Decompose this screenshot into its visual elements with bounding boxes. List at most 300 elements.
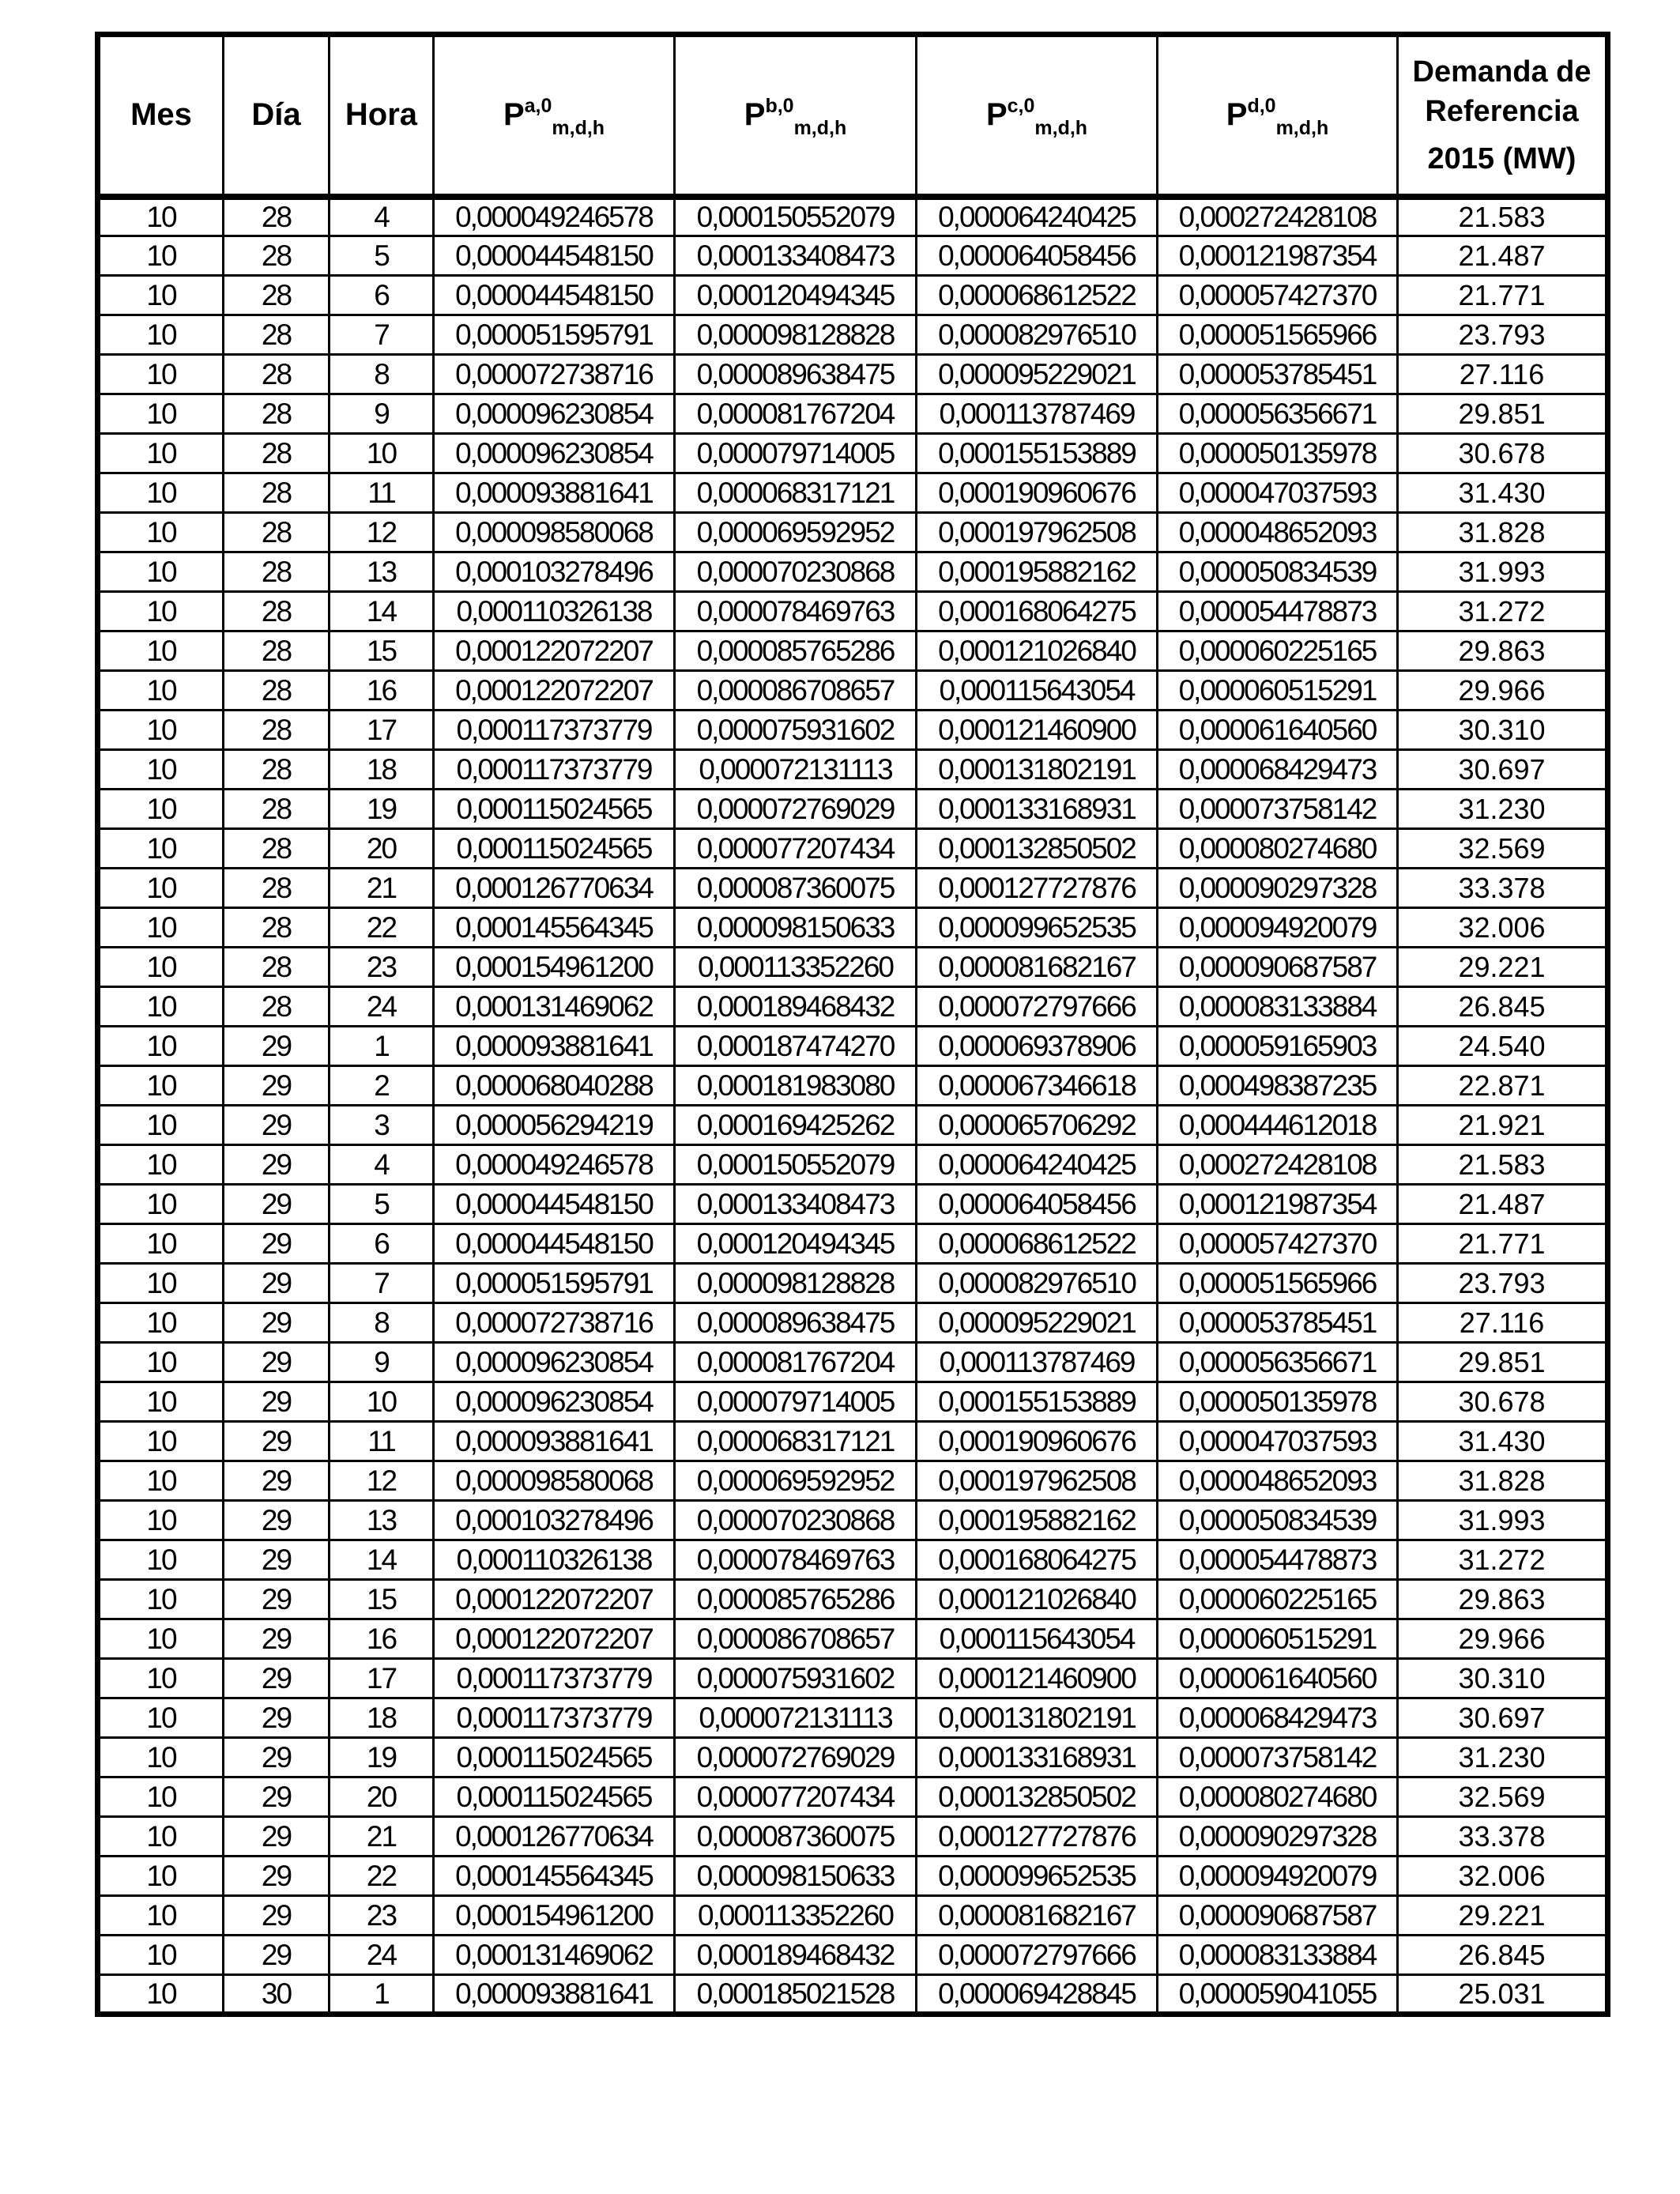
table-row <box>98 1975 1608 2015</box>
cell-mes: 10 <box>98 750 224 790</box>
cell-demanda: 30.310 <box>1398 711 1608 750</box>
cell-p-c: 0,000082976510 <box>917 315 1158 355</box>
table-row <box>98 1936 1608 1975</box>
table-row <box>98 236 1608 276</box>
cell-mes: 10 <box>98 1264 224 1303</box>
cell-p-d: 0,000051565966 <box>1158 1264 1398 1303</box>
cell-p-b: 0,000078469763 <box>675 1540 917 1580</box>
cell-dia: 29 <box>224 1738 330 1777</box>
cell-p-b: 0,000098150633 <box>675 908 917 948</box>
cell-demanda: 30.678 <box>1398 434 1608 473</box>
cell-dia: 29 <box>224 1777 330 1817</box>
table-row <box>98 631 1608 671</box>
cell-mes: 10 <box>98 473 224 513</box>
table-row <box>98 1777 1608 1817</box>
cell-p-a: 0,000098580068 <box>434 513 675 552</box>
cell-mes: 10 <box>98 1619 224 1659</box>
cell-mes: 10 <box>98 1777 224 1817</box>
cell-hora: 19 <box>330 1738 434 1777</box>
cell-p-d: 0,000061640560 <box>1158 1659 1398 1698</box>
table-row <box>98 1619 1608 1659</box>
cell-p-d: 0,000047037593 <box>1158 473 1398 513</box>
demanda-header-line-1: Demanda de <box>1412 55 1591 89</box>
cell-p-b: 0,000069592952 <box>675 1461 917 1501</box>
cell-p-b: 0,000120494345 <box>675 1224 917 1264</box>
table-row <box>98 1698 1608 1738</box>
cell-hora: 6 <box>330 276 434 315</box>
cell-p-a: 0,000103278496 <box>434 1501 675 1540</box>
cell-hora: 11 <box>330 1422 434 1461</box>
cell-p-b: 0,000189468432 <box>675 1936 917 1975</box>
cell-p-b: 0,000070230868 <box>675 552 917 592</box>
cell-p-d: 0,000090297328 <box>1158 869 1398 908</box>
cell-dia: 29 <box>224 1145 330 1185</box>
cell-hora: 18 <box>330 1698 434 1738</box>
col-header-p-b <box>675 35 917 197</box>
cell-p-b: 0,000098150633 <box>675 1857 917 1896</box>
cell-dia: 28 <box>224 790 330 829</box>
cell-demanda: 29.221 <box>1398 1896 1608 1936</box>
cell-mes: 10 <box>98 197 224 236</box>
cell-dia: 28 <box>224 829 330 869</box>
cell-p-c: 0,000068612522 <box>917 276 1158 315</box>
cell-dia: 28 <box>224 869 330 908</box>
cell-p-a: 0,000110326138 <box>434 1540 675 1580</box>
cell-mes: 10 <box>98 711 224 750</box>
table-row <box>98 1185 1608 1224</box>
cell-p-b: 0,000077207434 <box>675 829 917 869</box>
cell-demanda: 32.006 <box>1398 908 1608 948</box>
p-c-superscript: c,0 <box>1007 95 1035 118</box>
cell-p-d: 0,000090687587 <box>1158 1896 1398 1936</box>
table-row <box>98 513 1608 552</box>
cell-p-c: 0,000064240425 <box>917 1145 1158 1185</box>
cell-demanda: 21.583 <box>1398 197 1608 236</box>
cell-hora: 15 <box>330 1580 434 1619</box>
cell-p-c: 0,000069428845 <box>917 1975 1158 2015</box>
cell-demanda: 21.771 <box>1398 276 1608 315</box>
cell-p-c: 0,000132850502 <box>917 1777 1158 1817</box>
cell-hora: 14 <box>330 1540 434 1580</box>
table-row <box>98 1659 1608 1698</box>
cell-p-b: 0,000072131113 <box>675 750 917 790</box>
cell-p-a: 0,000115024565 <box>434 1738 675 1777</box>
cell-p-d: 0,000090687587 <box>1158 948 1398 987</box>
cell-hora: 23 <box>330 948 434 987</box>
cell-p-d: 0,000121987354 <box>1158 1185 1398 1224</box>
cell-dia: 28 <box>224 592 330 631</box>
cell-dia: 29 <box>224 1619 330 1659</box>
cell-p-c: 0,000132850502 <box>917 829 1158 869</box>
cell-p-d: 0,000094920079 <box>1158 1857 1398 1896</box>
cell-p-d: 0,000056356671 <box>1158 394 1398 434</box>
cell-p-d: 0,000080274680 <box>1158 1777 1398 1817</box>
cell-hora: 8 <box>330 1303 434 1343</box>
cell-demanda: 31.430 <box>1398 1422 1608 1461</box>
cell-p-a: 0,000093881641 <box>434 1027 675 1066</box>
cell-p-a: 0,000145564345 <box>434 1857 675 1896</box>
cell-p-c: 0,000190960676 <box>917 1422 1158 1461</box>
cell-demanda: 29.863 <box>1398 631 1608 671</box>
cell-demanda: 31.272 <box>1398 592 1608 631</box>
cell-demanda: 21.487 <box>1398 236 1608 276</box>
cell-dia: 28 <box>224 631 330 671</box>
cell-mes: 10 <box>98 434 224 473</box>
cell-demanda: 29.966 <box>1398 671 1608 711</box>
table-row <box>98 1343 1608 1382</box>
cell-demanda: 23.793 <box>1398 315 1608 355</box>
cell-p-a: 0,000068040288 <box>434 1066 675 1106</box>
p-a-symbol: P <box>503 97 525 133</box>
cell-p-b: 0,000187474270 <box>675 1027 917 1066</box>
cell-hora: 1 <box>330 1027 434 1066</box>
table-row <box>98 829 1608 869</box>
table-row <box>98 1264 1608 1303</box>
p-d-symbol: P <box>1226 97 1248 133</box>
cell-p-d: 0,000060225165 <box>1158 631 1398 671</box>
cell-dia: 28 <box>224 671 330 711</box>
cell-p-c: 0,000068612522 <box>917 1224 1158 1264</box>
table-row <box>98 394 1608 434</box>
cell-demanda: 30.678 <box>1398 1382 1608 1422</box>
cell-demanda: 21.771 <box>1398 1224 1608 1264</box>
cell-p-a: 0,000051595791 <box>434 315 675 355</box>
cell-demanda: 31.272 <box>1398 1540 1608 1580</box>
cell-hora: 5 <box>330 1185 434 1224</box>
cell-dia: 29 <box>224 1106 330 1145</box>
cell-demanda: 32.006 <box>1398 1857 1608 1896</box>
cell-p-d: 0,000272428108 <box>1158 1145 1398 1185</box>
cell-hora: 16 <box>330 671 434 711</box>
cell-hora: 14 <box>330 592 434 631</box>
cell-p-c: 0,000081682167 <box>917 1896 1158 1936</box>
cell-dia: 28 <box>224 394 330 434</box>
cell-p-b: 0,000189468432 <box>675 987 917 1027</box>
cell-p-d: 0,000068429473 <box>1158 750 1398 790</box>
cell-dia: 29 <box>224 1224 330 1264</box>
table-row <box>98 987 1608 1027</box>
p-b-superscript: b,0 <box>765 95 794 118</box>
cell-p-a: 0,000049246578 <box>434 197 675 236</box>
cell-p-c: 0,000115643054 <box>917 1619 1158 1659</box>
cell-demanda: 29.863 <box>1398 1580 1608 1619</box>
cell-p-d: 0,000057427370 <box>1158 276 1398 315</box>
cell-demanda: 22.871 <box>1398 1066 1608 1106</box>
cell-hora: 5 <box>330 236 434 276</box>
cell-p-c: 0,000195882162 <box>917 552 1158 592</box>
cell-mes: 10 <box>98 355 224 394</box>
cell-hora: 7 <box>330 1264 434 1303</box>
cell-mes: 10 <box>98 1738 224 1777</box>
cell-p-d: 0,000050135978 <box>1158 1382 1398 1422</box>
cell-dia: 28 <box>224 473 330 513</box>
cell-p-d: 0,000048652093 <box>1158 513 1398 552</box>
cell-demanda: 29.851 <box>1398 1343 1608 1382</box>
cell-p-d: 0,000047037593 <box>1158 1422 1398 1461</box>
cell-p-a: 0,000044548150 <box>434 1185 675 1224</box>
cell-hora: 20 <box>330 829 434 869</box>
cell-p-b: 0,000120494345 <box>675 276 917 315</box>
cell-p-c: 0,000121460900 <box>917 711 1158 750</box>
cell-p-b: 0,000185021528 <box>675 1975 917 2015</box>
cell-p-d: 0,000053785451 <box>1158 1303 1398 1343</box>
table-row <box>98 1106 1608 1145</box>
cell-p-d: 0,000060515291 <box>1158 671 1398 711</box>
cell-p-a: 0,000096230854 <box>434 434 675 473</box>
table-row <box>98 1145 1608 1185</box>
cell-demanda: 21.921 <box>1398 1106 1608 1145</box>
cell-dia: 28 <box>224 197 330 236</box>
col-header-p-c <box>917 35 1158 197</box>
p-a-superscript: a,0 <box>524 95 552 118</box>
cell-mes: 10 <box>98 829 224 869</box>
cell-p-c: 0,000168064275 <box>917 1540 1158 1580</box>
cell-p-c: 0,000095229021 <box>917 355 1158 394</box>
cell-p-a: 0,000096230854 <box>434 1343 675 1382</box>
cell-p-c: 0,000131802191 <box>917 750 1158 790</box>
cell-demanda: 21.487 <box>1398 1185 1608 1224</box>
cell-p-c: 0,000168064275 <box>917 592 1158 631</box>
cell-p-a: 0,000056294219 <box>434 1106 675 1145</box>
cell-demanda: 30.697 <box>1398 1698 1608 1738</box>
cell-demanda: 32.569 <box>1398 1777 1608 1817</box>
cell-mes: 10 <box>98 631 224 671</box>
cell-hora: 12 <box>330 1461 434 1501</box>
cell-demanda: 27.116 <box>1398 355 1608 394</box>
cell-mes: 10 <box>98 869 224 908</box>
cell-p-b: 0,000087360075 <box>675 1817 917 1857</box>
cell-p-b: 0,000181983080 <box>675 1066 917 1106</box>
cell-p-c: 0,000127727876 <box>917 1817 1158 1857</box>
cell-p-a: 0,000115024565 <box>434 790 675 829</box>
demanda-header-line-2: Referencia <box>1425 94 1579 128</box>
cell-hora: 18 <box>330 750 434 790</box>
cell-p-a: 0,000122072207 <box>434 1619 675 1659</box>
cell-hora: 21 <box>330 869 434 908</box>
table-row <box>98 908 1608 948</box>
cell-p-a: 0,000122072207 <box>434 1580 675 1619</box>
cell-dia: 28 <box>224 236 330 276</box>
table-row <box>98 1422 1608 1461</box>
cell-p-a: 0,000122072207 <box>434 631 675 671</box>
cell-demanda: 33.378 <box>1398 869 1608 908</box>
cell-p-a: 0,000096230854 <box>434 1382 675 1422</box>
cell-demanda: 21.583 <box>1398 1145 1608 1185</box>
cell-dia: 29 <box>224 1461 330 1501</box>
cell-p-c: 0,000190960676 <box>917 473 1158 513</box>
cell-demanda: 29.851 <box>1398 394 1608 434</box>
cell-dia: 29 <box>224 1264 330 1303</box>
cell-p-c: 0,000064058456 <box>917 1185 1158 1224</box>
cell-p-a: 0,000044548150 <box>434 1224 675 1264</box>
cell-p-b: 0,000098128828 <box>675 1264 917 1303</box>
cell-demanda: 31.828 <box>1398 1461 1608 1501</box>
cell-p-a: 0,000098580068 <box>434 1461 675 1501</box>
cell-dia: 29 <box>224 1896 330 1936</box>
table-row <box>98 671 1608 711</box>
cell-hora: 12 <box>330 513 434 552</box>
cell-p-c: 0,000133168931 <box>917 1738 1158 1777</box>
cell-p-b: 0,000072769029 <box>675 790 917 829</box>
cell-p-a: 0,000072738716 <box>434 355 675 394</box>
cell-mes: 10 <box>98 592 224 631</box>
cell-mes: 10 <box>98 1224 224 1264</box>
cell-p-d: 0,000094920079 <box>1158 908 1398 948</box>
cell-p-b: 0,000087360075 <box>675 869 917 908</box>
cell-hora: 8 <box>330 355 434 394</box>
cell-demanda: 33.378 <box>1398 1817 1608 1857</box>
cell-p-a: 0,000126770634 <box>434 1817 675 1857</box>
cell-p-b: 0,000075931602 <box>675 1659 917 1698</box>
table-row <box>98 315 1608 355</box>
cell-p-c: 0,000113787469 <box>917 1343 1158 1382</box>
cell-mes: 10 <box>98 948 224 987</box>
p-c-symbol: P <box>985 97 1008 133</box>
cell-demanda: 23.793 <box>1398 1264 1608 1303</box>
demanda-header-line-3: 2015 (MW) <box>1427 141 1576 175</box>
table-row <box>98 711 1608 750</box>
cell-p-a: 0,000154961200 <box>434 948 675 987</box>
cell-p-a: 0,000115024565 <box>434 1777 675 1817</box>
table-row <box>98 1501 1608 1540</box>
cell-p-a: 0,000117373779 <box>434 750 675 790</box>
cell-p-c: 0,000069378906 <box>917 1027 1158 1066</box>
cell-dia: 29 <box>224 1185 330 1224</box>
cell-hora: 17 <box>330 711 434 750</box>
header-row <box>98 35 1608 197</box>
cell-p-c: 0,000121460900 <box>917 1659 1158 1698</box>
cell-hora: 22 <box>330 1857 434 1896</box>
cell-p-b: 0,000070230868 <box>675 1501 917 1540</box>
cell-p-c: 0,000072797666 <box>917 1936 1158 1975</box>
cell-p-c: 0,000099652535 <box>917 908 1158 948</box>
cell-hora: 10 <box>330 434 434 473</box>
cell-mes: 10 <box>98 394 224 434</box>
cell-p-d: 0,000056356671 <box>1158 1343 1398 1382</box>
cell-p-a: 0,000131469062 <box>434 1936 675 1975</box>
cell-p-d: 0,000054478873 <box>1158 1540 1398 1580</box>
cell-p-b: 0,000081767204 <box>675 394 917 434</box>
cell-p-a: 0,000154961200 <box>434 1896 675 1936</box>
cell-hora: 16 <box>330 1619 434 1659</box>
data-table <box>95 32 1610 2017</box>
table-body <box>98 197 1608 2015</box>
cell-mes: 10 <box>98 513 224 552</box>
cell-p-c: 0,000133168931 <box>917 790 1158 829</box>
cell-mes: 10 <box>98 1145 224 1185</box>
p-d-superscript: d,0 <box>1247 95 1276 118</box>
cell-p-c: 0,000082976510 <box>917 1264 1158 1303</box>
cell-demanda: 31.230 <box>1398 790 1608 829</box>
cell-p-c: 0,000131802191 <box>917 1698 1158 1738</box>
cell-p-a: 0,000117373779 <box>434 1659 675 1698</box>
cell-p-d: 0,000090297328 <box>1158 1817 1398 1857</box>
cell-hora: 19 <box>330 790 434 829</box>
cell-p-a: 0,000044548150 <box>434 276 675 315</box>
cell-dia: 29 <box>224 1698 330 1738</box>
cell-mes: 10 <box>98 1501 224 1540</box>
table-row <box>98 1817 1608 1857</box>
cell-p-c: 0,000195882162 <box>917 1501 1158 1540</box>
cell-hora: 6 <box>330 1224 434 1264</box>
table-row <box>98 1580 1608 1619</box>
cell-hora: 2 <box>330 1066 434 1106</box>
cell-p-c: 0,000065706292 <box>917 1106 1158 1145</box>
col-header-p-a <box>434 35 675 197</box>
cell-dia: 29 <box>224 1066 330 1106</box>
col-header-demanda <box>1398 35 1608 197</box>
cell-p-b: 0,000150552079 <box>675 1145 917 1185</box>
cell-p-d: 0,000068429473 <box>1158 1698 1398 1738</box>
cell-dia: 28 <box>224 908 330 948</box>
cell-p-b: 0,000133408473 <box>675 1185 917 1224</box>
cell-p-a: 0,000093881641 <box>434 1975 675 2015</box>
col-header-hora: Hora <box>330 35 434 197</box>
col-header-dia: Día <box>224 35 330 197</box>
cell-p-c: 0,000197962508 <box>917 513 1158 552</box>
cell-dia: 28 <box>224 711 330 750</box>
cell-p-b: 0,000072131113 <box>675 1698 917 1738</box>
cell-p-c: 0,000155153889 <box>917 434 1158 473</box>
cell-demanda: 31.828 <box>1398 513 1608 552</box>
cell-p-d: 0,000083133884 <box>1158 1936 1398 1975</box>
cell-p-d: 0,000059041055 <box>1158 1975 1398 2015</box>
cell-hora: 20 <box>330 1777 434 1817</box>
cell-p-b: 0,000113352260 <box>675 948 917 987</box>
cell-p-a: 0,000072738716 <box>434 1303 675 1343</box>
p-b-symbol: P <box>744 97 766 133</box>
table-row <box>98 1896 1608 1936</box>
cell-dia: 29 <box>224 1540 330 1580</box>
cell-p-a: 0,000122072207 <box>434 671 675 711</box>
cell-demanda: 26.845 <box>1398 1936 1608 1975</box>
cell-hora: 1 <box>330 1975 434 2015</box>
cell-hora: 4 <box>330 1145 434 1185</box>
cell-dia: 29 <box>224 1343 330 1382</box>
col-header-mes: Mes <box>98 35 224 197</box>
cell-demanda: 31.430 <box>1398 473 1608 513</box>
table-row <box>98 1066 1608 1106</box>
cell-dia: 28 <box>224 434 330 473</box>
table-row <box>98 869 1608 908</box>
cell-p-a: 0,000051595791 <box>434 1264 675 1303</box>
cell-p-b: 0,000072769029 <box>675 1738 917 1777</box>
cell-p-c: 0,000099652535 <box>917 1857 1158 1896</box>
cell-p-b: 0,000068317121 <box>675 473 917 513</box>
cell-demanda: 30.310 <box>1398 1659 1608 1698</box>
cell-p-d: 0,000121987354 <box>1158 236 1398 276</box>
cell-dia: 28 <box>224 552 330 592</box>
table-row <box>98 1738 1608 1777</box>
cell-p-c: 0,000121026840 <box>917 631 1158 671</box>
cell-p-c: 0,000081682167 <box>917 948 1158 987</box>
p-c-subscript: m,d,h <box>1034 117 1088 140</box>
cell-hora: 15 <box>330 631 434 671</box>
cell-mes: 10 <box>98 1066 224 1106</box>
cell-mes: 10 <box>98 315 224 355</box>
cell-hora: 24 <box>330 1936 434 1975</box>
cell-p-c: 0,000127727876 <box>917 869 1158 908</box>
cell-p-c: 0,000115643054 <box>917 671 1158 711</box>
cell-p-c: 0,000064058456 <box>917 236 1158 276</box>
table-row <box>98 1303 1608 1343</box>
cell-p-d: 0,000053785451 <box>1158 355 1398 394</box>
table-row <box>98 1224 1608 1264</box>
cell-mes: 10 <box>98 1382 224 1422</box>
cell-p-b: 0,000086708657 <box>675 1619 917 1659</box>
cell-p-d: 0,000048652093 <box>1158 1461 1398 1501</box>
cell-p-d: 0,000083133884 <box>1158 987 1398 1027</box>
